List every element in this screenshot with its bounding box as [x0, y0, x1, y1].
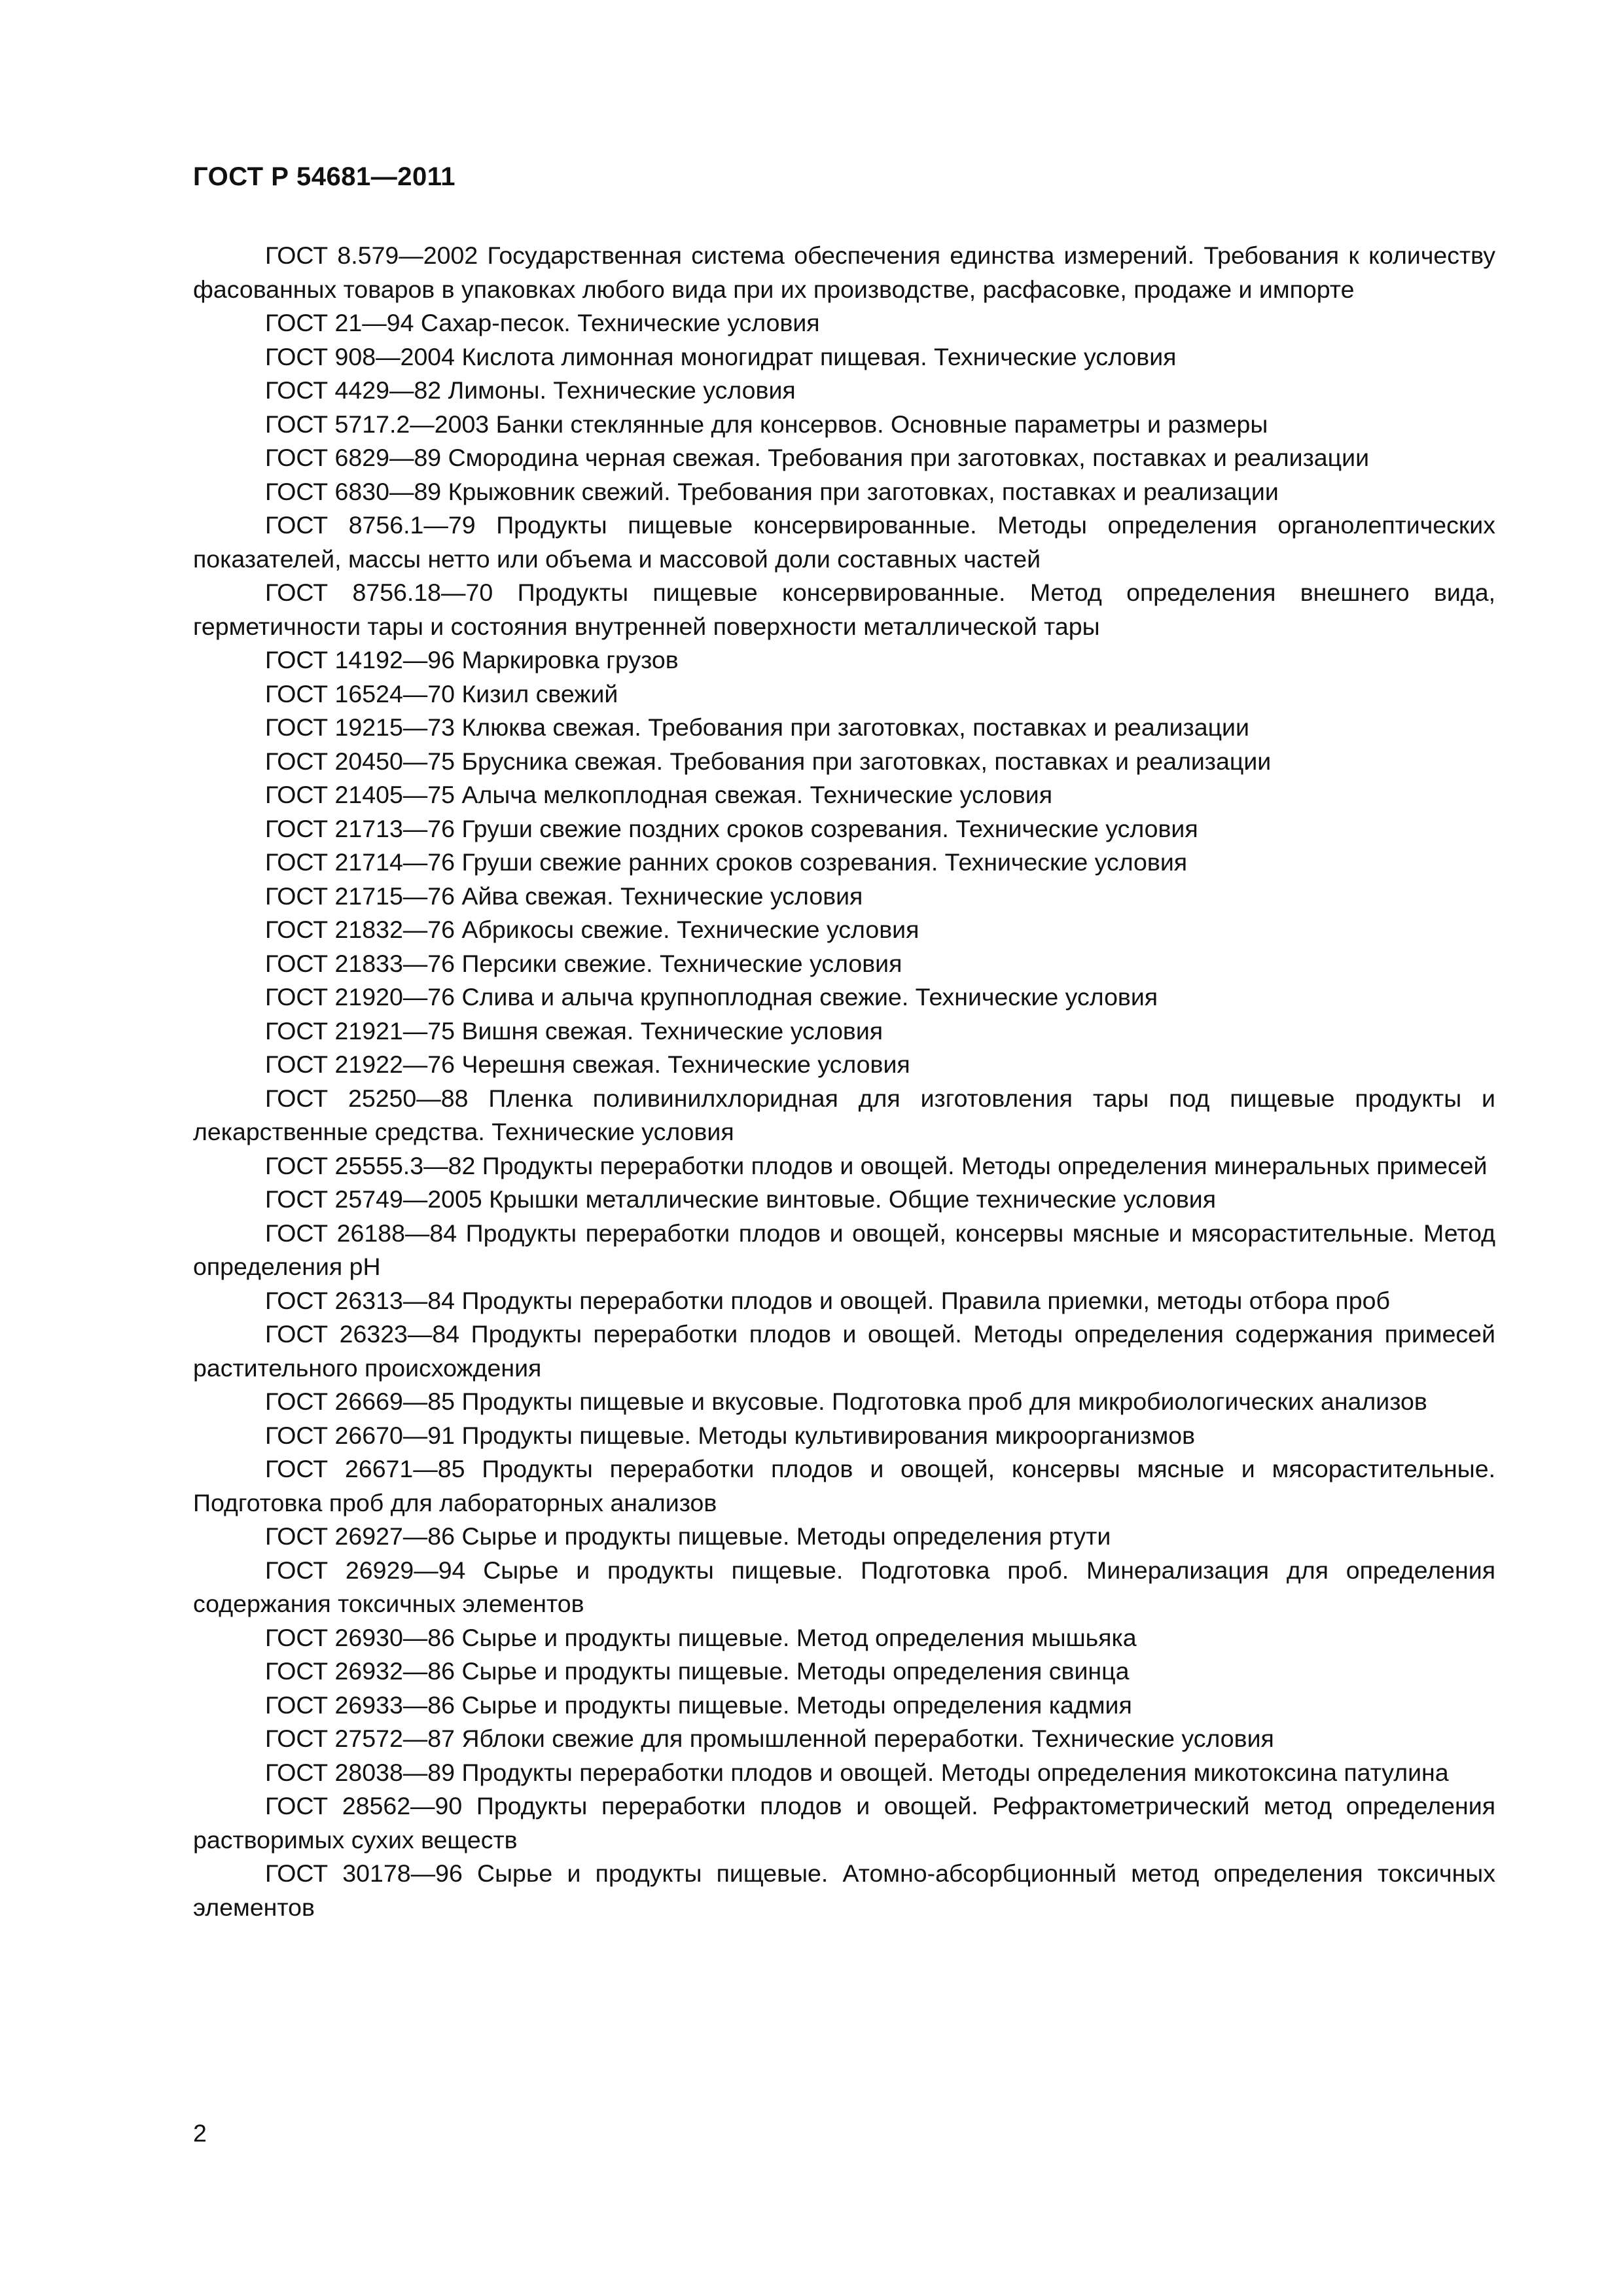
reference-item: ГОСТ 27572—87 Яблоки свежие для промышленной переработки. Технические условия — [265, 1725, 1274, 1752]
reference-item: ГОСТ 26670—91 Продукты пищевые. Методы культивирования микроорганизмов — [265, 1421, 1196, 1449]
page-number: 2 — [193, 2119, 207, 2147]
reference-item: ГОСТ 21405—75 Алыча мелкоплодная свежая. Технические условия — [265, 781, 1053, 808]
reference-item: ГОСТ 26927—86 Сырье и продукты пищевые. Методы определения ртути — [265, 1522, 1111, 1550]
reference-item: ГОСТ 4429—82 Лимоны. Технические условия — [265, 376, 796, 404]
reference-item: ГОСТ 26932—86 Сырье и продукты пищевые. Методы определения свинца — [265, 1657, 1130, 1685]
reference-item: ГОСТ 21—94 Сахар-песок. Технические условия — [265, 309, 820, 336]
reference-item: ГОСТ 21714—76 Груши свежие ранних сроков созревания. Технические условия — [265, 848, 1188, 876]
reference-item: ГОСТ 26929—94 Сырье и продукты пищевые. Подготовка проб. Минерализация для определения содержания токсичных элементов — [193, 1556, 1495, 1617]
reference-item: ГОСТ 16524—70 Кизил свежий — [265, 679, 618, 708]
reference-item: ГОСТ 908—2004 Кислота лимонная моногидрат пищевая. Технические условия — [265, 342, 1177, 370]
reference-item: ГОСТ 25749—2005 Крышки металлические винтовые. Общие технические условия — [265, 1185, 1216, 1213]
reference-item: ГОСТ 21920—76 Слива и алыча крупноплодная свежие. Технические условия — [265, 983, 1158, 1011]
reference-item: ГОСТ 28562—90 Продукты переработки плодов и овощей. Рефрактометрический метод определения растворимых сухих веществ — [193, 1792, 1495, 1854]
normative-references-list — [193, 239, 1495, 1924]
reference-item: ГОСТ 20450—75 Брусника свежая. Требования при заготовках, поставках и реализации — [265, 747, 1272, 775]
reference-item: ГОСТ 8756.1—79 Продукты пищевые консервированные. Методы определения органолептических показателей, массы нетто или объема и массовой доли составных частей — [193, 511, 1495, 573]
reference-item: ГОСТ 26313—84 Продукты переработки плодов и овощей. Правила приемки, методы отбора проб — [265, 1286, 1390, 1314]
reference-item: ГОСТ 21832—76 Абрикосы свежие. Технические условия — [265, 916, 919, 943]
reference-item: ГОСТ 21833—76 Персики свежие. Технические условия — [265, 949, 902, 977]
reference-item: ГОСТ 26188—84 Продукты переработки плодов и овощей, консервы мясные и мясорастительные. Метод определения рН — [193, 1219, 1495, 1280]
reference-item: ГОСТ 21921—75 Вишня свежая. Технические условия — [265, 1016, 883, 1045]
reference-item: ГОСТ 5717.2—2003 Банки стеклянные для консервов. Основные параметры и размеры — [265, 410, 1268, 438]
reference-item: ГОСТ 26323—84 Продукты переработки плодов и овощей. Методы определения содержания примесей растительного происхождения — [193, 1320, 1495, 1382]
reference-item: ГОСТ 26930—86 Сырье и продукты пищевые. Метод определения мышьяка — [265, 1623, 1137, 1651]
reference-item: ГОСТ 14192—96 Маркировка грузов — [265, 646, 679, 673]
reference-item: ГОСТ 8756.18—70 Продукты пищевые консервированные. Метод определения внешнего вида, герметичности тары и состояния внутренней поверхности металлической тары — [193, 579, 1495, 640]
document-header: ГОСТ Р 54681—2011 — [193, 162, 455, 191]
reference-item: ГОСТ 26671—85 Продукты переработки плодов и овощей, консервы мясные и мясорастительные. Подготовка проб для лабораторных анализов — [193, 1455, 1495, 1516]
reference-item: ГОСТ 8.579—2002 Государственная система обеспечения единства измерений. Требования к количеству фасованных товаров в упаковках любого вида при их производстве, расфасовке, продаже и импорте — [193, 242, 1495, 303]
reference-item: ГОСТ 21715—76 Айва свежая. Технические условия — [265, 882, 863, 910]
reference-item: ГОСТ 26669—85 Продукты пищевые и вкусовые. Подготовка проб для микробиологических анализов — [265, 1388, 1427, 1415]
reference-item: ГОСТ 21713—76 Груши свежие поздних сроков созревания. Технические условия — [265, 814, 1198, 842]
reference-item: ГОСТ 26933—86 Сырье и продукты пищевые. Методы определения кадмия — [265, 1691, 1132, 1719]
reference-item: ГОСТ 25555.3—82 Продукты переработки плодов и овощей. Методы определения минеральных примесей — [265, 1151, 1488, 1179]
reference-item: ГОСТ 30178—96 Сырье и продукты пищевые. Атомно-абсорбционный метод определения токсичных элементов — [193, 1859, 1495, 1921]
reference-item: ГОСТ 19215—73 Клюква свежая. Требования при заготовках, поставках и реализации — [265, 713, 1249, 741]
reference-item: ГОСТ 6830—89 Крыжовник свежий. Требования при заготовках, поставках и реализации — [265, 477, 1279, 505]
reference-item: ГОСТ 28038—89 Продукты переработки плодов и овощей. Методы определения микотоксина патулина — [265, 1758, 1449, 1786]
reference-item: ГОСТ 25250—88 Пленка поливинилхлоридная для изготовления тары под пищевые продукты и лекарственные средства. Технические условия — [193, 1084, 1495, 1145]
reference-item: ГОСТ 21922—76 Черешня свежая. Технические условия — [265, 1050, 910, 1078]
reference-item: ГОСТ 6829—89 Смородина черная свежая. Требования при заготовках, поставках и реализации — [265, 444, 1370, 471]
